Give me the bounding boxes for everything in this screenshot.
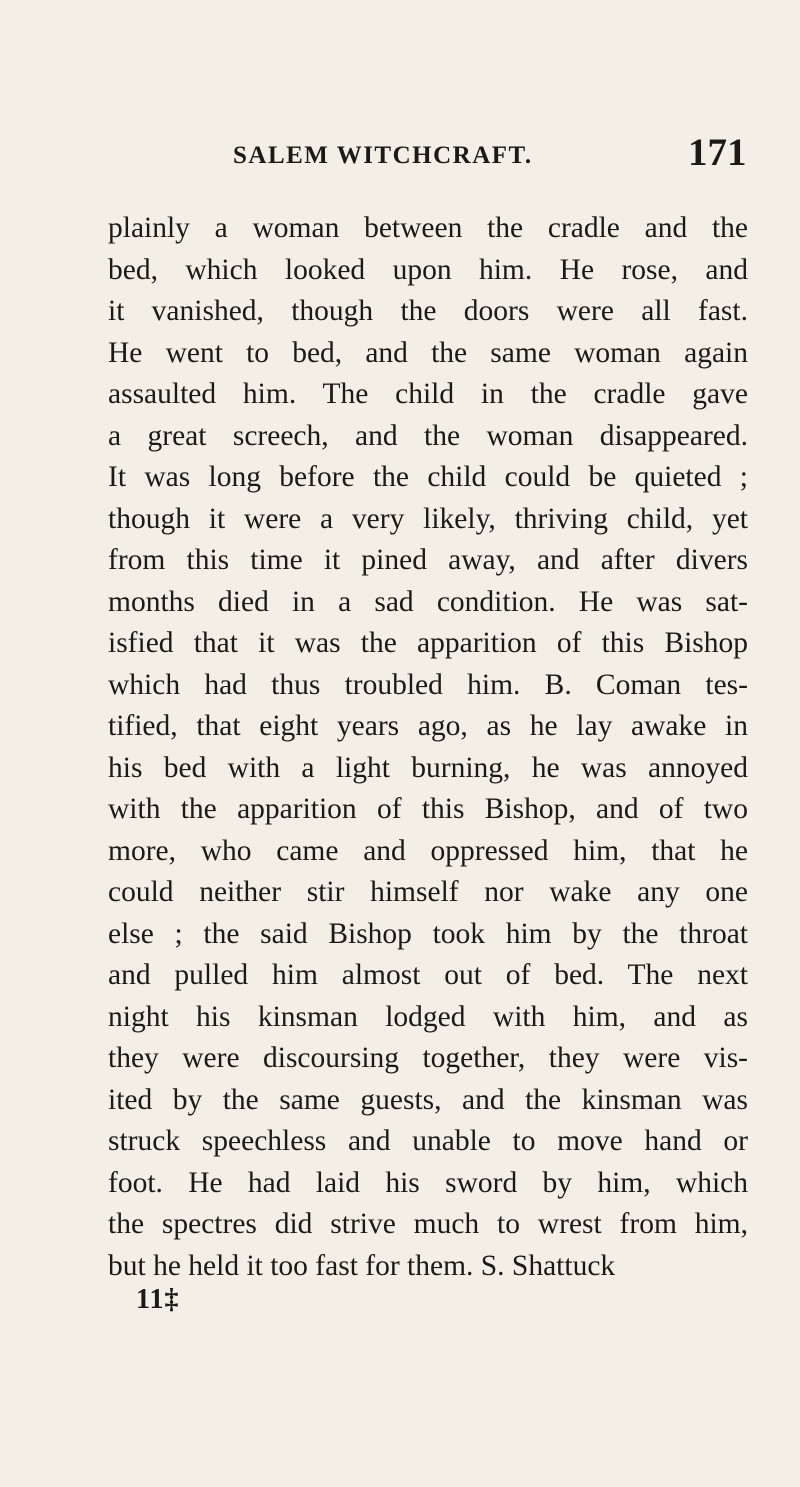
text-line: night his kinsman lodged with him, and as (108, 1000, 748, 1033)
text-line: though it were a very likely, thriving child, yet (108, 502, 748, 535)
text-line: from this time it pined away, and after divers (108, 544, 748, 576)
text-line: could neither stir himself nor wake any one (108, 876, 748, 908)
text-line: isfied that it was the apparition of this Bishop (108, 627, 748, 659)
text-line: but he held it too fast for them. S. Shattuck (108, 1249, 616, 1282)
text-line: foot. He had laid his sword by him, which (108, 1166, 748, 1199)
text-line: assaulted him. The child in the cradle gave (108, 378, 748, 410)
text-line: it vanished, though the doors were all fast. (108, 295, 748, 327)
page-number: 171 (688, 131, 747, 174)
text-line: tified, that eight years ago, as he lay awake in (108, 710, 748, 742)
text-line: plainly a woman between the cradle and the (108, 212, 748, 244)
text-line: It was long before the child could be quieted ; (108, 461, 748, 493)
signature-mark: 11‡ (136, 1284, 180, 1315)
text-line: a great screech, and the woman disappeared. (108, 419, 748, 452)
running-head (0, 130, 800, 174)
text-line: ited by the same guests, and the kinsman was (108, 1083, 748, 1116)
text-line: which had thus troubled him. B. Coman tes- (108, 668, 748, 701)
text-line: struck speechless and unable to move hand or (108, 1125, 748, 1157)
text-line: his bed with a light burning, he was annoyed (108, 751, 748, 784)
text-line: He went to bed, and the same woman again (108, 336, 748, 369)
running-title: SALEM WITCHCRAFT. (233, 142, 533, 169)
text-line: and pulled him almost out of bed. The next (108, 959, 748, 991)
text-line: months died in a sad condition. He was sat- (108, 585, 748, 618)
text-line: more, who came and oppressed him, that he (108, 834, 748, 867)
text-line: else ; the said Bishop took him by the throat (108, 917, 748, 950)
body-text (108, 208, 748, 1287)
text-line: the spectres did strive much to wrest from him, (108, 1208, 748, 1240)
text-line: they were discoursing together, they were vis- (108, 1042, 748, 1074)
text-line: bed, which looked upon him. He rose, and (108, 253, 748, 286)
text-line: with the apparition of this Bishop, and of two (108, 793, 748, 825)
